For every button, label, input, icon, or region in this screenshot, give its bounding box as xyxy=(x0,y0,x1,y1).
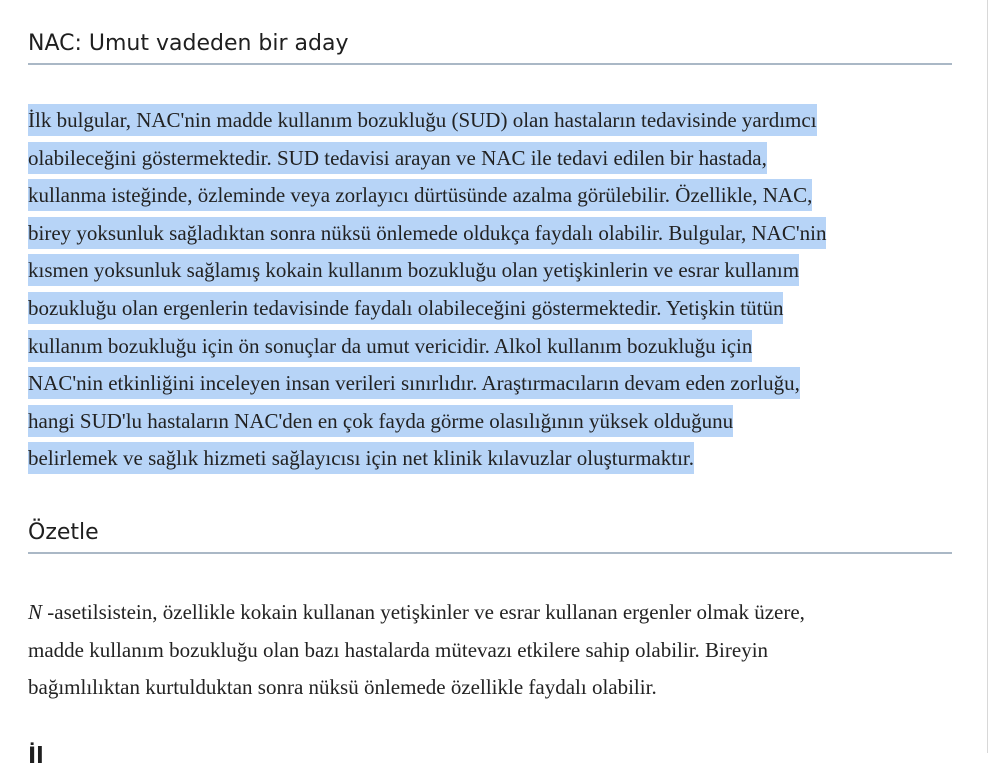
paragraph-line: olabileceğini göstermektedir. SUD tedavisi arayan ve NAC ile tedavi edilen bir hastada, xyxy=(28,142,767,174)
summary-paragraph xyxy=(28,594,805,707)
section-title-summary: Özetle xyxy=(28,520,99,545)
section-title-underline xyxy=(28,63,952,65)
paragraph-line: kısmen yoksunluk sağlamış kokain kullanım bozukluğu olan yetişkinlerin ve esrar kullanım xyxy=(28,254,799,286)
selected-paragraph[interactable] xyxy=(28,102,826,478)
paragraph-line: birey yoksunluk sağladıktan sonra nüksü önlemede oldukça faydalı olabilir. Bulgular, NAC'nin xyxy=(28,217,826,249)
paragraph-line: hangi SUD'lu hastaların NAC'den en çok fayda görme olasılığının yüksek olduğunu xyxy=(28,405,733,437)
italic-letter: N xyxy=(28,600,43,624)
paragraph-line: kullanım bozukluğu için ön sonuçlar da umut vericidir. Alkol kullanım bozukluğu için xyxy=(28,330,752,362)
paragraph-line: kullanma isteğinde, özleminde veya zorlayıcı dürtüsünde azalma görülebilir. Özellikle, NAC, xyxy=(28,179,812,211)
section-title-nac: NAC: Umut vadeden bir aday xyxy=(28,31,349,56)
section-title-underline xyxy=(28,552,952,554)
paragraph-line: bozukluğu olan ergenlerin tedavisinde faydalı olabileceğini göstermektedir. Yetişkin tütün xyxy=(28,292,783,324)
paragraph-line: -asetilsistein, özellikle kokain kullanan yetişkinler ve esrar kullanan ergenler olmak üzere, xyxy=(42,600,805,624)
next-section-title-partial: İl xyxy=(28,744,44,769)
page-edge-divider xyxy=(987,0,988,753)
paragraph-line: İlk bulgular, NAC'nin madde kullanım bozukluğu (SUD) olan hastaların tedavisinde yardımcı xyxy=(28,104,817,136)
paragraph-line: madde kullanım bozukluğu olan bazı hastalarda mütevazı etkilere sahip olabilir. Bireyin xyxy=(28,637,769,662)
paragraph-line: NAC'nin etkinliğini inceleyen insan verileri sınırlıdır. Araştırmacıların devam eden zorluğu, xyxy=(28,367,800,399)
paragraph-line: bağımlılıktan kurtulduktan sonra nüksü önlemede özellikle faydalı olabilir. xyxy=(28,675,657,699)
paragraph-line: belirlemek ve sağlık hizmeti sağlayıcısı için net klinik kılavuzlar oluşturmaktır. xyxy=(28,442,694,474)
